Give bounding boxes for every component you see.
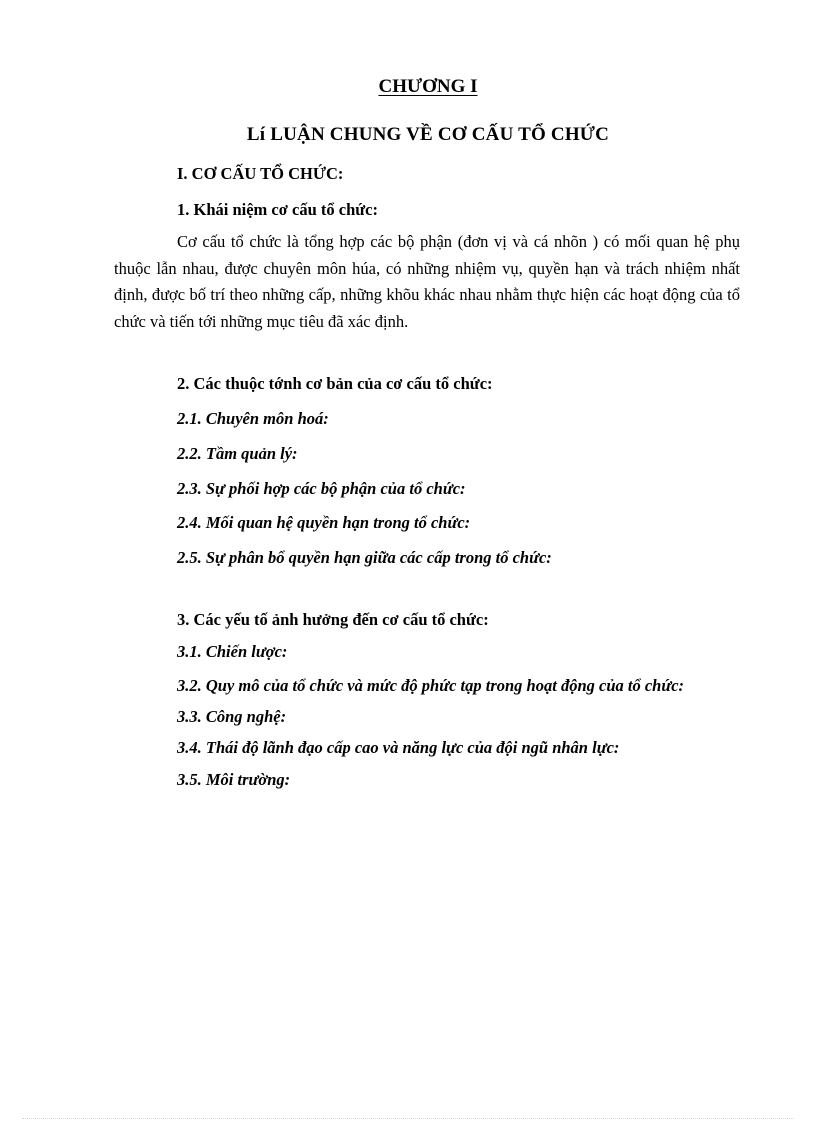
item-2-heading: 2. Các thuộc tớnh cơ bản của cơ cấu tổ chức:: [177, 374, 493, 393]
subitem-3-3: 3.3. Công nghệ:: [177, 707, 287, 726]
item-3-heading: 3. Các yếu tố ảnh hưởng đến cơ cấu tổ chức:: [177, 610, 489, 629]
subitem-3-4: 3.4. Thái độ lãnh đạo cấp cao và năng lực của đội ngũ nhân lực:: [177, 738, 620, 757]
subitem-3-1: 3.1. Chiến lược:: [177, 642, 288, 661]
subitem-2-5: 2.5. Sự phân bổ quyền hạn giữa các cấp trong tổ chức:: [177, 548, 552, 567]
subitem-2-1: 2.1. Chuyên môn hoá:: [177, 409, 329, 428]
subitem-2-4: 2.4. Mối quan hệ quyền hạn trong tổ chức:: [177, 513, 471, 532]
item-1-heading: 1. Khái niệm cơ cấu tổ chức:: [177, 200, 378, 219]
subitem-3-5: 3.5. Môi trường:: [177, 770, 291, 789]
chapter-title: CHƯƠNG I: [378, 76, 478, 97]
subitem-2-3: 2.3. Sự phối hợp các bộ phận của tổ chức:: [177, 479, 466, 498]
section-heading: I. CƠ CẤU TỔ CHỨC:: [177, 164, 344, 183]
subitem-2-2: 2.2. Tầm quản lý:: [177, 444, 298, 463]
definition-paragraph: Cơ cấu tổ chức là tổng hợp các bộ phận (đơn vị và cá nhõn ) có mối quan hệ phụ thuộc lẫn nhau, được chuyên môn húa, có những nhiệm vụ, quyền hạn và trách nhiệm nhất định, được bố trí theo những cấp, những khõu khác nhau nhằm thực hiện các hoạt động của tổ chức và tiến tới những mục tiêu đã xác định.: [114, 232, 740, 331]
chapter-subtitle: Lí LUẬN CHUNG VỀ CƠ CẤU TỔ CHỨC: [246, 124, 610, 145]
page-bottom-rule: [22, 1118, 794, 1119]
subitem-3-2: 3.2. Quy mô của tổ chức và mức độ phức tạp trong hoạt động của tổ chức:: [177, 676, 685, 695]
